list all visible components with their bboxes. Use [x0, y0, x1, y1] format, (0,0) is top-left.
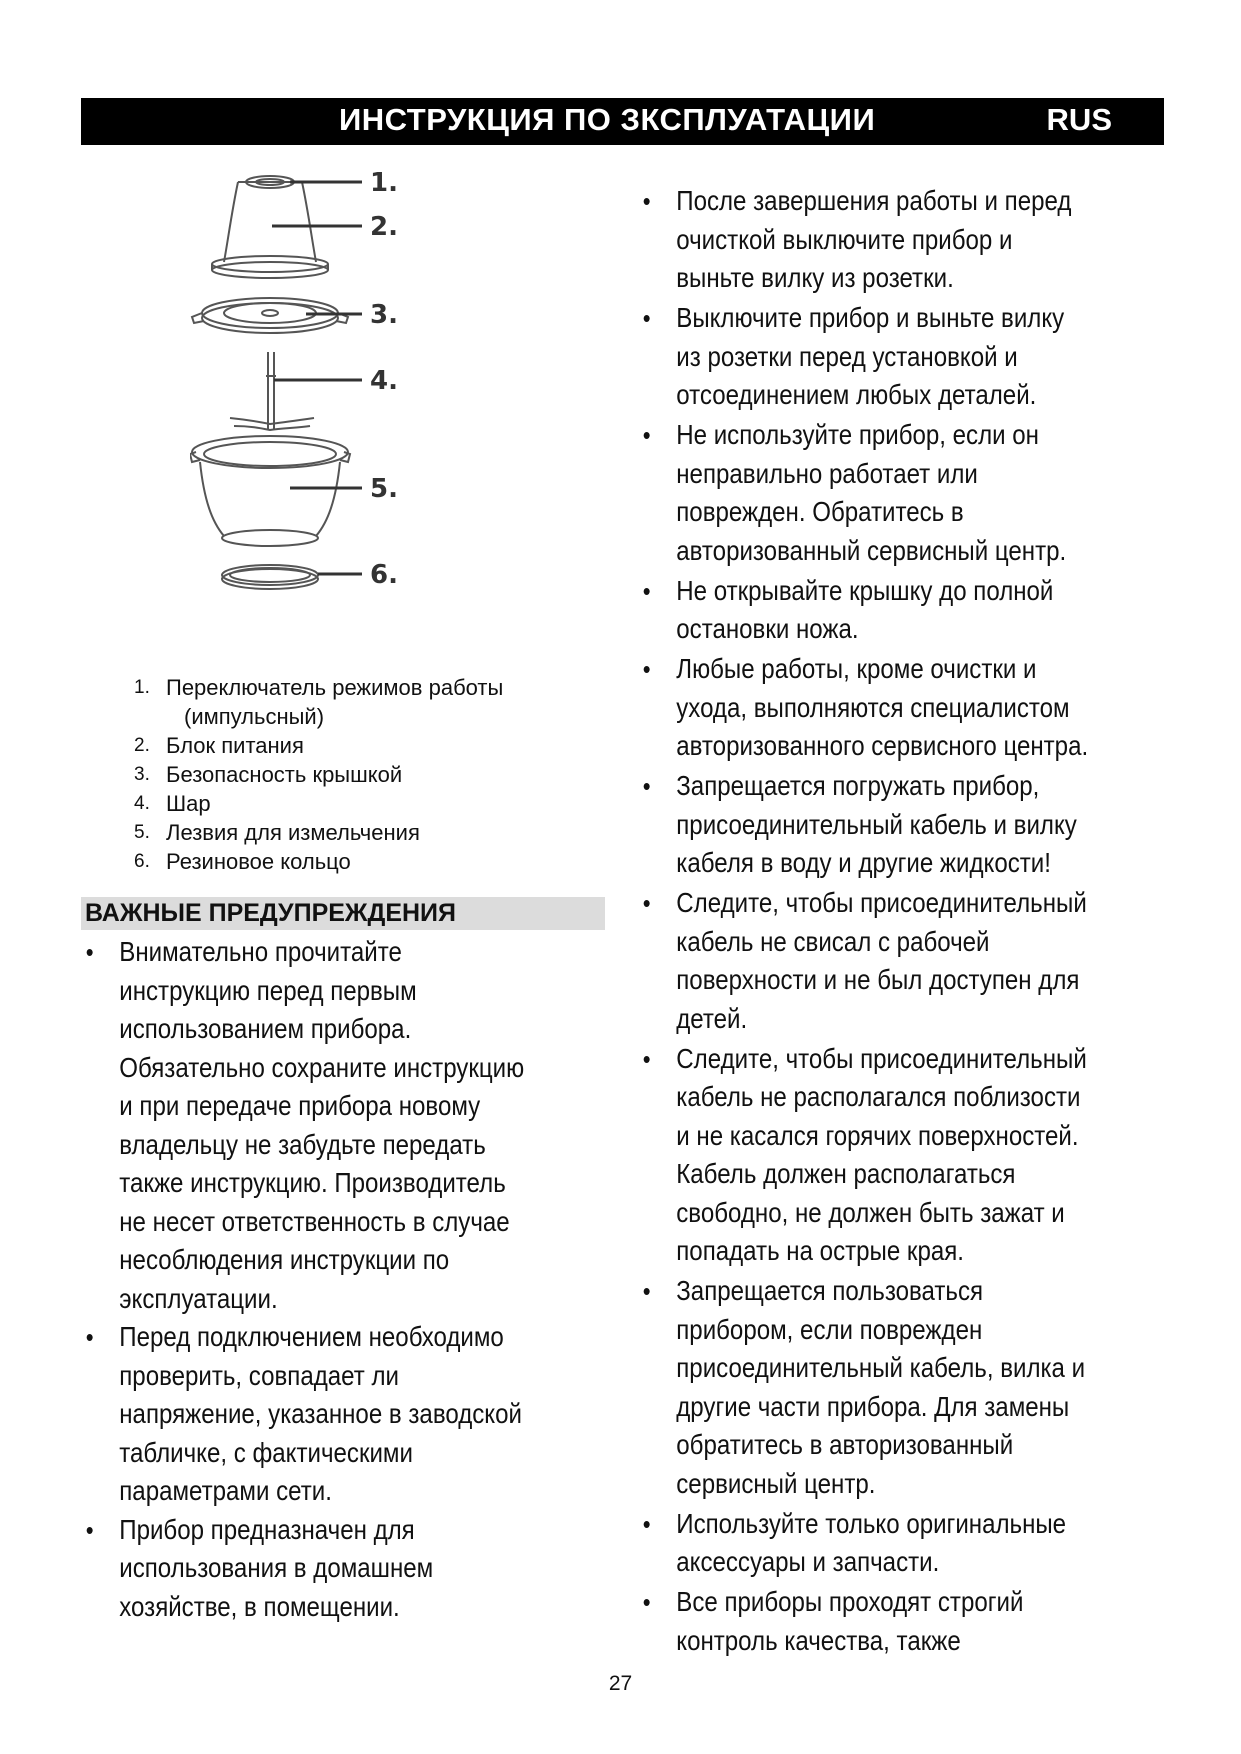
warning-item: [641, 884, 1123, 1038]
warning-line: • Выключите прибор и выньте вилку: [676, 302, 1065, 333]
warning-line: использованием прибора.: [119, 1013, 412, 1044]
language-label: RUS: [1046, 102, 1112, 137]
part-item: [134, 731, 614, 760]
warning-line: контроль качества, также: [676, 1624, 961, 1656]
part-number: 5.: [134, 822, 150, 843]
warning-line: • Не используйте прибор, если он: [676, 419, 1039, 450]
callout-4: 4.: [370, 366, 398, 396]
part-label: Переключатель режимов работы: [166, 675, 504, 700]
warning-item: [641, 572, 1123, 649]
warning-item: [84, 1318, 566, 1511]
warning-item: [641, 182, 1123, 298]
warning-line: • Следите, чтобы присоединительный: [676, 887, 1087, 918]
part-number: 4.: [134, 793, 150, 814]
warning-line: владельцу не забудьте передать: [119, 1128, 486, 1160]
part-number: 1.: [134, 677, 150, 698]
warning-line: несоблюдения инструкции по: [119, 1244, 450, 1275]
warning-line: попадать на острые края.: [676, 1235, 964, 1266]
part-item: [134, 789, 614, 818]
page-title: ИНСТРУКЦИЯ ПО ЗКСПЛУАТАЦИИ: [339, 102, 876, 137]
warning-item: [641, 1272, 1123, 1503]
warning-line: обратитесь в авторизованный: [676, 1429, 1014, 1460]
callout-2: 2.: [370, 212, 398, 242]
warning-line: другие части прибора. Для замены: [676, 1390, 1070, 1422]
warning-line: • Следите, чтобы присоединительный: [676, 1042, 1087, 1074]
page-number: 27: [608, 1672, 633, 1695]
warning-line: • Используйте только оригинальные: [676, 1507, 1067, 1539]
part-item: [134, 760, 614, 789]
part-number: 6.: [134, 851, 150, 872]
warning-item: [641, 650, 1123, 766]
part-item: [134, 818, 614, 847]
warning-item: [641, 1040, 1123, 1271]
warning-line: и при передаче прибора новому: [119, 1090, 481, 1121]
blade-shaft-drawing: [230, 352, 314, 430]
rubber-ring-drawing: [222, 565, 318, 589]
warning-line: • Запрещается погружать прибор,: [676, 770, 1040, 801]
parts-list: [134, 673, 614, 876]
warning-line: напряжение, указанное в заводской: [119, 1398, 522, 1429]
chopper-exploded-diagram: [190, 170, 490, 670]
warning-line: эксплуатации.: [119, 1282, 278, 1314]
part-label: Безопасность крышкой: [166, 762, 403, 787]
warning-line: • Запрещается пользоваться: [676, 1275, 984, 1306]
warning-line: хозяйстве, в помещении.: [119, 1590, 400, 1622]
right-warnings-list: [641, 182, 1123, 1662]
warning-item: [641, 1583, 1123, 1660]
part-item: [134, 847, 614, 876]
header-bar: [81, 98, 1164, 145]
part-item: [134, 673, 614, 731]
warning-item: [641, 416, 1123, 570]
warning-line: проверить, совпадает ли: [119, 1359, 399, 1391]
warning-line: использования в домашнем: [119, 1552, 434, 1583]
left-warnings-list: [84, 933, 566, 1626]
warning-line: Обязательно сохраните инструкцию: [119, 1051, 525, 1083]
warning-line: сервисный центр.: [676, 1467, 876, 1499]
callout-5: 5.: [370, 474, 398, 504]
chopper-diagram-svg: [190, 170, 490, 670]
warning-line: инструкцию перед первым: [119, 974, 417, 1006]
warning-line: поверхности и не был доступен для: [676, 964, 1080, 995]
warning-line: параметрами сети.: [119, 1475, 332, 1506]
warning-line: • Перед подключением необходимо: [119, 1321, 504, 1352]
warning-line: присоединительный кабель и вилку: [676, 808, 1077, 840]
part-label: Шар: [166, 791, 211, 816]
warning-line: • После завершения работы и перед: [676, 185, 1072, 216]
warning-item: [84, 933, 566, 1318]
warnings-heading: ВАЖНЫЕ ПРЕДУПРЕЖДЕНИЯ: [81, 897, 605, 930]
warning-line: • Любые работы, кроме очистки и: [676, 653, 1037, 684]
warning-line: остановки ножа.: [676, 613, 859, 644]
warning-line: • Внимательно прочитайте: [119, 936, 402, 967]
warning-line: авторизованного сервисного центра.: [676, 730, 1089, 761]
warning-line: аксессуары и запчасти.: [676, 1546, 940, 1577]
warning-line: и не касался горячих поверхностей.: [676, 1119, 1079, 1151]
warning-item: [641, 767, 1123, 883]
part-number: 3.: [134, 764, 150, 785]
warning-line: поврежден. Обратитесь в: [676, 496, 964, 527]
part-label: Блок питания: [166, 733, 304, 758]
warning-line: авторизованный сервисный центр.: [676, 534, 1067, 566]
part-number: 2.: [134, 735, 150, 756]
warning-line: прибором, если поврежден: [676, 1313, 983, 1345]
callout-3: 3.: [370, 300, 398, 330]
warning-line: также инструкцию. Производитель: [119, 1167, 506, 1198]
warning-line: кабеля в воду и другие жидкости!: [676, 847, 1051, 878]
warning-line: присоединительный кабель, вилка и: [676, 1352, 1086, 1383]
warning-line: кабель не свисал с рабочей: [676, 925, 990, 957]
warning-line: неправильно работает или: [676, 457, 978, 489]
part-label: Лезвия для измельчения: [166, 820, 420, 845]
warning-line: очисткой выключите прибор и: [676, 223, 1013, 255]
callout-1: 1.: [370, 170, 398, 198]
warning-line: отсоединением любых деталей.: [676, 379, 1037, 410]
warning-line: выньте вилку из розетки.: [676, 262, 954, 293]
warning-line: • Прибор предназначен для: [119, 1513, 415, 1545]
warning-line: свободно, не должен быть зажат и: [676, 1196, 1065, 1228]
callout-6: 6.: [370, 560, 398, 590]
warning-line: не несет ответственность в случае: [119, 1205, 510, 1237]
warning-item: [641, 1505, 1123, 1582]
warning-line: • Все приборы проходят строгий: [676, 1586, 1024, 1617]
warning-line: кабель не располагался поблизости: [676, 1081, 1081, 1112]
warning-line: ухода, выполняются специалистом: [676, 691, 1070, 723]
warning-line: Кабель должен располагаться: [676, 1158, 1016, 1189]
warning-item: [84, 1511, 566, 1627]
bowl-drawing: [190, 436, 350, 546]
part-label-continued: (импульсный): [184, 704, 325, 729]
warning-line: детей.: [676, 1002, 748, 1034]
warning-item: [641, 299, 1123, 415]
warning-line: из розетки перед установкой и: [676, 340, 1018, 372]
warning-line: табличке, с фактическими: [119, 1436, 413, 1468]
warning-line: • Не открывайте крышку до полной: [676, 574, 1054, 606]
part-label: Резиновое кольцо: [166, 849, 351, 874]
